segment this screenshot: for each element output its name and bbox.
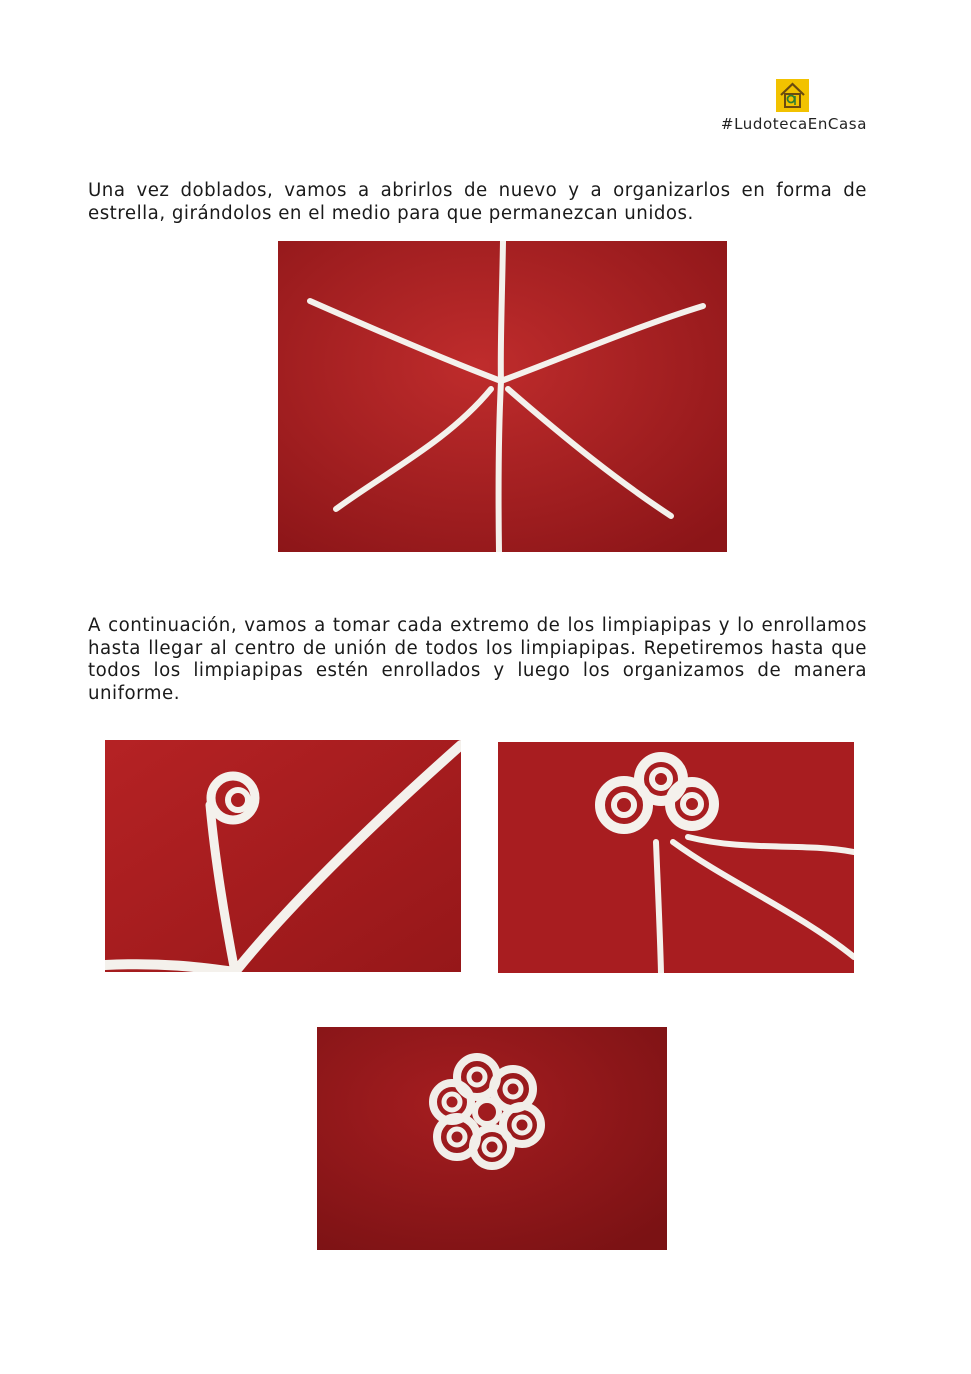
instruction-paragraph-2: A continuación, vamos a tomar cada extremo de los limpiapipas y lo enrollamos hasta llegar al centro de unión de todos los limpiapipas. Repetiremos hasta que todos los limpiapipas estén enrollados y luego los organizamos de manera uniforme. xyxy=(88,615,867,704)
ludoteca-logo-icon xyxy=(776,79,809,112)
instruction-paragraph-1: Una vez doblados, vamos a abrirlos de nuevo y a organizarlos en forma de estrella, girándolos en el medio para que permanezcan unidos. xyxy=(88,180,867,224)
hashtag-label: #LudotecaEnCasa xyxy=(720,115,867,133)
finished-flower-photo xyxy=(317,1027,667,1250)
rolled-tip-photo xyxy=(105,740,461,972)
three-coils-photo xyxy=(498,742,854,973)
star-pipe-cleaners-photo xyxy=(278,241,727,552)
